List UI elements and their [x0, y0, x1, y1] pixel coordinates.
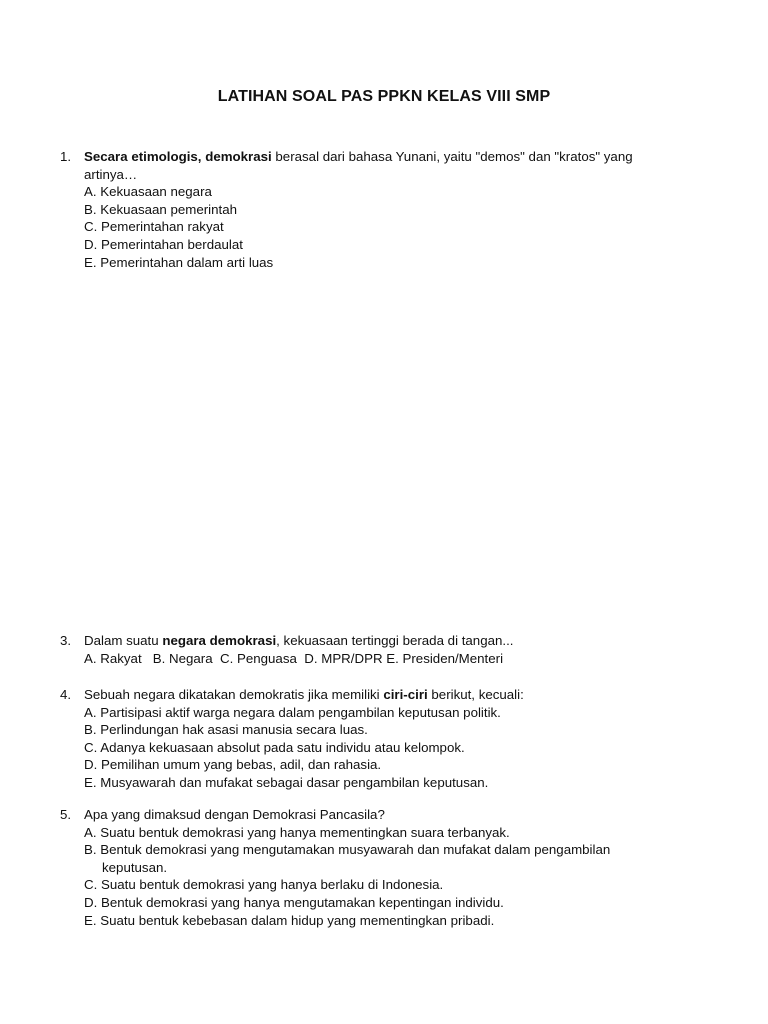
stem-text-end: , kekuasaan tertinggi berada di tangan... — [276, 633, 514, 648]
question-stem: Apa yang dimaksud dengan Demokrasi Pancasila? — [84, 807, 385, 822]
question-body — [84, 632, 700, 667]
question-stem — [84, 686, 700, 704]
inline-options — [84, 650, 700, 668]
question-stem — [84, 148, 700, 166]
page-title: LATIHAN SOAL PAS PPKN KELAS VIII SMP — [217, 88, 551, 105]
question-number: 1. — [60, 149, 72, 164]
stem-text: Dalam suatu — [84, 633, 163, 648]
question-5 — [60, 806, 700, 929]
option-e: E. Musyawarah dan mufakat sebagai dasar pengambilan keputusan. — [84, 774, 489, 790]
option-b: B. Bentuk demokrasi yang mengutamakan musyawarah dan mufakat dalam pengambilan keputusan. — [84, 842, 611, 875]
option-c: C. Pemerintahan rakyat — [84, 219, 224, 235]
option-c: C. Adanya kekuasaan absolut pada satu individu atau kelompok. — [84, 739, 465, 755]
option-e: E. Suatu bentuk kebebasan dalam hidup yang mementingkan pribadi. — [84, 912, 495, 928]
option-b: B. Perlindungan hak asasi manusia secara luas. — [84, 722, 368, 738]
stem-continuation: artinya… — [84, 166, 138, 182]
stem-bold-text: Secara etimologis, demokrasi — [84, 149, 272, 164]
stem-text-end: berikut, kecuali: — [427, 687, 524, 702]
stem-bold-text: negara demokrasi — [162, 633, 277, 648]
options-line: A. Rakyat B. Negara C. Penguasa D. MPR/DPR E. Presiden/Menteri — [84, 650, 504, 666]
question-number: 4. — [60, 687, 72, 702]
option-d: D. Pemilihan umum yang bebas, adil, dan rahasia. — [84, 757, 382, 773]
option-a: A. Partisipasi aktif warga negara dalam pengambilan keputusan politik. — [84, 704, 501, 720]
question-stem — [84, 632, 700, 650]
option-a: A. Suatu bentuk demokrasi yang hanya mementingkan suara terbanyak. — [84, 824, 510, 840]
stem-bold-text: ciri-ciri — [383, 687, 428, 702]
question-body — [84, 686, 700, 792]
question-number: 3. — [60, 633, 72, 648]
stem-text: berasal dari bahasa Yunani, yaitu "demos" dan "kratos" yang — [271, 149, 633, 164]
option-d: D. Pemerintahan berdaulat — [84, 236, 243, 252]
stem-text: Sebuah negara dikatakan demokratis jika memiliki — [84, 687, 384, 702]
option-b: B. Kekuasaan pemerintah — [84, 201, 238, 217]
question-1 — [60, 148, 700, 271]
question-4 — [60, 686, 700, 792]
question-body — [84, 148, 700, 271]
question-number: 5. — [60, 807, 72, 822]
option-a: A. Kekuasaan negara — [84, 184, 212, 200]
option-d: D. Bentuk demokrasi yang hanya mengutamakan kepentingan individu. — [84, 894, 504, 910]
question-3 — [60, 632, 700, 667]
option-e: E. Pemerintahan dalam arti luas — [84, 254, 274, 270]
question-body — [84, 806, 700, 929]
option-c: C. Suatu bentuk demokrasi yang hanya berlaku di Indonesia. — [84, 877, 444, 893]
